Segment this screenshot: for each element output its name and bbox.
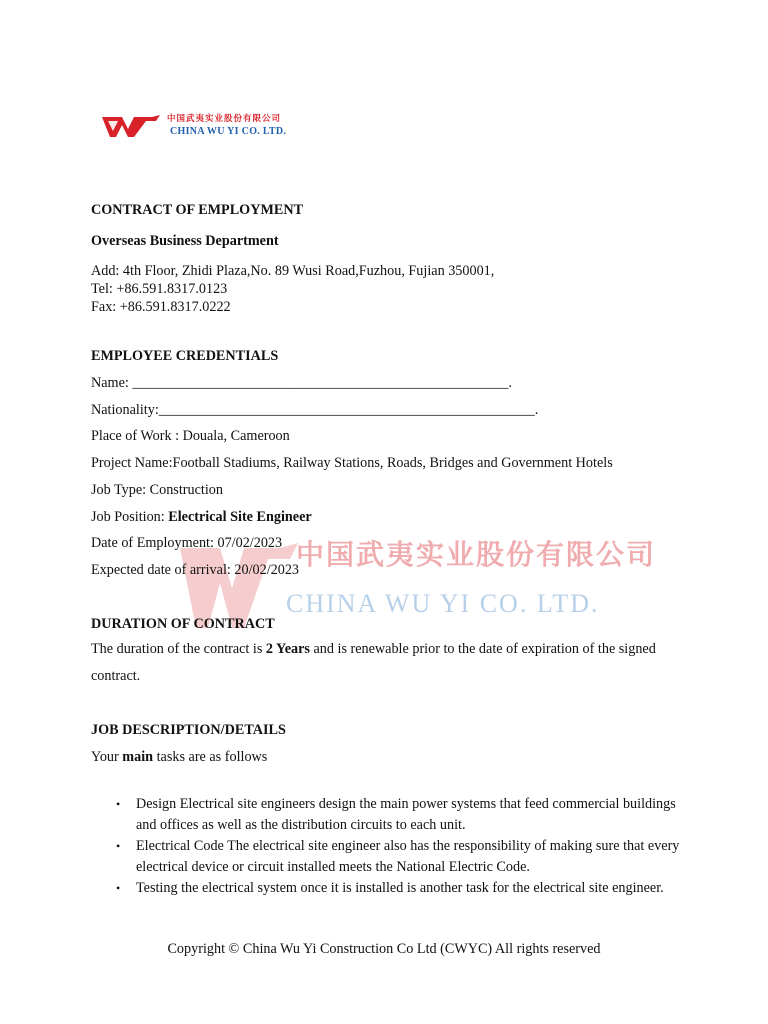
address-line: Add: 4th Floor, Zhidi Plaza,No. 89 Wusi Road,Fuzhou, Fujian 350001, <box>91 263 495 279</box>
duration-text-before: The duration of the contract is <box>91 641 266 657</box>
nationality-field-line: Nationality:_____________________________________________________. <box>91 402 539 418</box>
logo-mark-icon <box>102 115 162 139</box>
name-field-line: Name: _____________________________________________________. <box>91 375 512 391</box>
bullet-icon: • <box>116 839 121 853</box>
list-item <box>91 836 681 877</box>
tel-line: Tel: +86.591.8317.0123 <box>91 281 228 297</box>
job-position-value: Electrical Site Engineer <box>168 509 312 525</box>
bullet-icon: • <box>116 881 121 895</box>
place-of-work: Place of Work : Douala, Cameroon <box>91 428 290 444</box>
job-type: Job Type: Construction <box>91 482 223 498</box>
company-logo <box>102 112 342 142</box>
expected-arrival: Expected date of arrival: 20/02/2023 <box>91 562 300 578</box>
job-position <box>91 509 312 526</box>
duration-text <box>91 636 671 690</box>
company-name-en: CHINA WU YI CO. LTD. <box>170 126 287 137</box>
duration-term: 2 Years <box>265 641 310 657</box>
copyright-footer: Copyright © China Wu Yi Construction Co Ltd (CWYC) All rights reserved <box>167 941 601 957</box>
contract-title: CONTRACT OF EMPLOYMENT <box>91 202 304 218</box>
task-text: Electrical Code The electrical site engineer also has the responsibility of making sure that every electrical device or circuit installed meets the National Electric Code. <box>136 838 680 875</box>
task-list <box>91 794 681 900</box>
watermark-name-cn: 中国武夷实业股份有限公司 <box>296 538 657 571</box>
company-name-cn: 中国武夷实业股份有限公司 <box>167 114 282 124</box>
duration-heading: DURATION OF CONTRACT <box>91 616 275 632</box>
job-description-heading: JOB DESCRIPTION/DETAILS <box>91 722 286 738</box>
intro-before: Your <box>91 749 123 765</box>
intro-bold: main <box>122 749 154 765</box>
list-item <box>91 794 681 835</box>
job-description-intro <box>91 749 267 766</box>
list-item <box>91 878 681 899</box>
credentials-heading: EMPLOYEE CREDENTIALS <box>91 348 279 364</box>
job-position-label: Job Position: <box>91 509 169 525</box>
date-of-employment: Date of Employment: 07/02/2023 <box>91 535 283 551</box>
project-name: Project Name:Football Stadiums, Railway Stations, Roads, Bridges and Government Hotels <box>91 455 613 471</box>
bullet-icon: • <box>116 797 121 811</box>
duration-text-after: and is renewable prior to the date of expiration of the signed contract. <box>91 641 656 684</box>
department-name: Overseas Business Department <box>91 233 279 249</box>
intro-after: tasks are as follows <box>153 749 268 765</box>
watermark-name-en: CHINA WU YI CO. LTD. <box>286 589 600 618</box>
task-text: Design Electrical site engineers design the main power systems that feed commercial buildings and offices as well as the distribution circuits to each unit. <box>136 796 676 833</box>
task-text: Testing the electrical system once it is installed is another task for the electrical site engineer. <box>136 880 664 896</box>
fax-line: Fax: +86.591.8317.0222 <box>91 299 231 315</box>
